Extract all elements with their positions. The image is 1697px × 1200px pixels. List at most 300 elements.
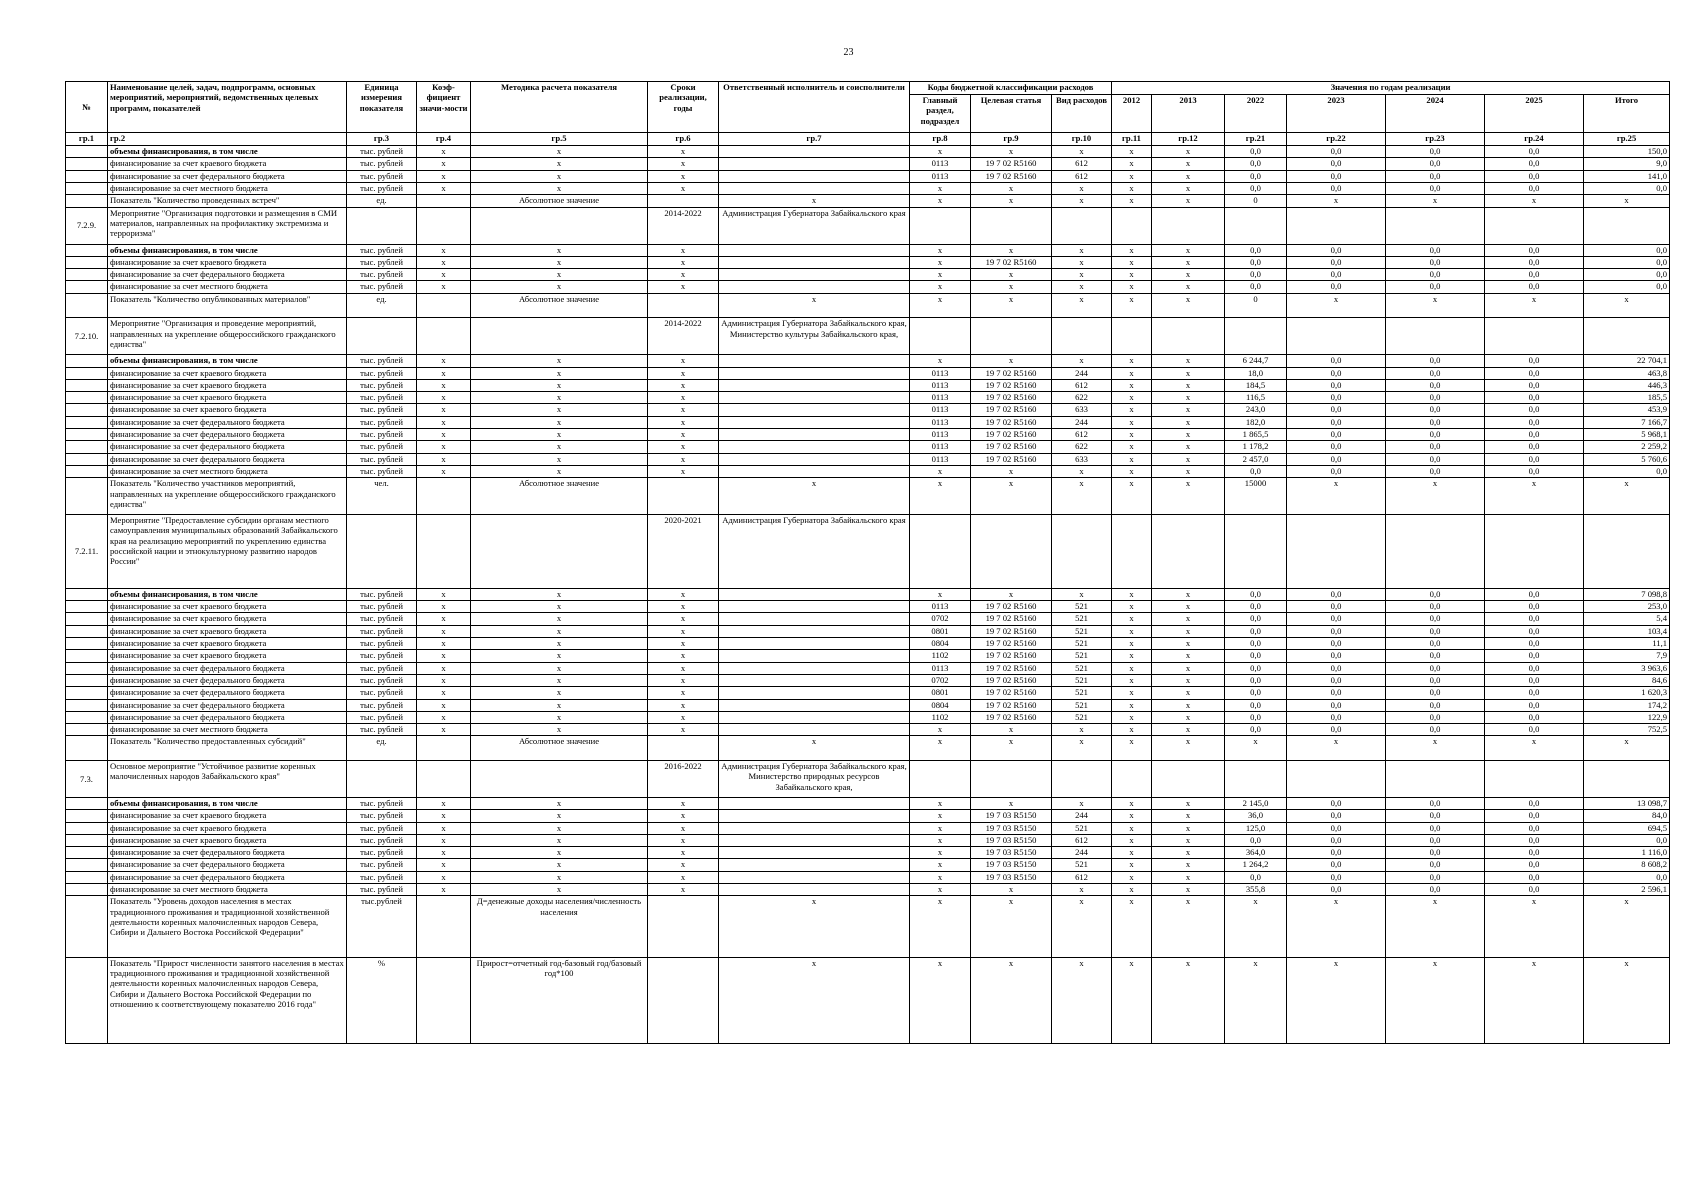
col-header-year: 2025 [1485, 95, 1584, 133]
row-coef [417, 896, 471, 958]
activity-row [66, 207, 1670, 244]
row-value: 0,0 [1584, 256, 1670, 268]
row-coef [417, 515, 471, 589]
row-value-2012: х [1112, 404, 1152, 416]
row-value: 0,0 [1386, 834, 1485, 846]
row-value-2012: х [1112, 957, 1152, 1043]
row-term: х [648, 601, 719, 613]
indicator-row [66, 478, 1670, 515]
row-unit: ед. [347, 736, 417, 761]
row-unit: тыс. рублей [347, 810, 417, 822]
row-value: 0,0 [1485, 429, 1584, 441]
financing-row [66, 588, 1670, 600]
row-number [66, 379, 108, 391]
row-kbk: 521 [1052, 711, 1112, 723]
row-responsible [719, 158, 910, 170]
row-value: 184,5 [1225, 379, 1287, 391]
row-name: Основное мероприятие "Устойчивое развитие коренных малочисленных народов Забайкальского края" [108, 761, 347, 798]
row-responsible [719, 441, 910, 453]
row-value: 0,0 [1287, 625, 1386, 637]
row-method: х [471, 871, 648, 883]
row-kbk: 19 7 03 R5150 [971, 810, 1052, 822]
row-value-2012: х [1112, 146, 1152, 158]
row-coef: х [417, 453, 471, 465]
row-name: финансирование за счет краевого бюджета [108, 810, 347, 822]
row-coef: х [417, 441, 471, 453]
financing-row [66, 810, 1670, 822]
col-header-year: 2022 [1225, 95, 1287, 133]
row-value: 0,0 [1225, 465, 1287, 477]
row-value: х [1485, 896, 1584, 958]
row-kbk: 19 7 02 R5160 [971, 613, 1052, 625]
row-method: х [471, 847, 648, 859]
row-value: 0,0 [1386, 269, 1485, 281]
row-responsible [719, 613, 910, 625]
row-value-2012: х [1112, 736, 1152, 761]
row-value: 0,0 [1287, 687, 1386, 699]
row-value-2013: х [1152, 404, 1225, 416]
row-empty-cell [1485, 318, 1584, 355]
row-value-2012: х [1112, 724, 1152, 736]
row-value: х [1287, 736, 1386, 761]
row-method: х [471, 834, 648, 846]
column-number-cell: гр.10 [1052, 133, 1112, 146]
row-kbk: 19 7 03 R5150 [971, 871, 1052, 883]
row-name: финансирование за счет федерального бюджета [108, 699, 347, 711]
row-responsible [719, 465, 910, 477]
row-kbk: 612 [1052, 379, 1112, 391]
row-kbk: 0702 [910, 674, 971, 686]
row-unit: тыс.рублей [347, 896, 417, 958]
row-method: х [471, 367, 648, 379]
row-coef: х [417, 465, 471, 477]
row-kbk: х [971, 957, 1052, 1043]
row-empty-cell [1287, 207, 1386, 244]
row-method: х [471, 269, 648, 281]
row-number [66, 896, 108, 958]
row-empty-cell [1386, 515, 1485, 589]
col-header-year: 2024 [1386, 95, 1485, 133]
row-term: х [648, 650, 719, 662]
row-value: 0,0 [1485, 158, 1584, 170]
row-value: 0,0 [1386, 453, 1485, 465]
row-value: 0,0 [1485, 416, 1584, 428]
row-value: 2 596,1 [1584, 884, 1670, 896]
row-empty-cell [1225, 761, 1287, 798]
row-value: 0,0 [1386, 797, 1485, 809]
row-term [648, 293, 719, 318]
indicator-row [66, 896, 1670, 958]
row-value-2012: х [1112, 810, 1152, 822]
row-name: финансирование за счет краевого бюджета [108, 158, 347, 170]
row-kbk: 19 7 02 R5160 [971, 453, 1052, 465]
row-value-2013: х [1152, 810, 1225, 822]
row-term: х [648, 699, 719, 711]
row-value: 0,0 [1225, 871, 1287, 883]
row-responsible [719, 416, 910, 428]
column-number-cell: гр.4 [417, 133, 471, 146]
row-kbk: 0113 [910, 441, 971, 453]
row-value: х [1584, 478, 1670, 515]
row-unit: тыс. рублей [347, 465, 417, 477]
row-value-2012: х [1112, 859, 1152, 871]
row-responsible [719, 884, 910, 896]
row-kbk: х [971, 355, 1052, 367]
row-value: х [1287, 896, 1386, 958]
row-kbk: х [1052, 195, 1112, 207]
row-empty-cell [1485, 761, 1584, 798]
row-method: х [471, 613, 648, 625]
activity-row [66, 761, 1670, 798]
row-term: х [648, 810, 719, 822]
row-empty-cell [1386, 318, 1485, 355]
row-value: 0,0 [1386, 367, 1485, 379]
financing-row [66, 256, 1670, 268]
row-kbk: 0804 [910, 699, 971, 711]
row-value: 0,0 [1485, 884, 1584, 896]
row-value: 0,0 [1485, 244, 1584, 256]
row-empty-cell [971, 761, 1052, 798]
row-value: 0,0 [1287, 441, 1386, 453]
row-unit: тыс. рублей [347, 392, 417, 404]
financing-row [66, 699, 1670, 711]
row-value: 0,0 [1386, 256, 1485, 268]
row-value: 0,0 [1386, 687, 1485, 699]
row-responsible: х [719, 736, 910, 761]
row-value: 6 244,7 [1225, 355, 1287, 367]
financing-row [66, 638, 1670, 650]
row-empty-cell [1052, 318, 1112, 355]
col-header-year: 2012 [1112, 95, 1152, 133]
row-unit: тыс. рублей [347, 834, 417, 846]
row-responsible [719, 170, 910, 182]
row-value: 0,0 [1287, 613, 1386, 625]
row-kbk: 521 [1052, 674, 1112, 686]
row-value: 182,0 [1225, 416, 1287, 428]
row-kbk: х [971, 465, 1052, 477]
row-responsible [719, 674, 910, 686]
row-empty-cell [1225, 515, 1287, 589]
row-kbk: 244 [1052, 810, 1112, 822]
row-unit: тыс. рублей [347, 884, 417, 896]
row-kbk: х [910, 834, 971, 846]
row-value: 0,0 [1485, 662, 1584, 674]
row-responsible [719, 638, 910, 650]
row-value-2013: х [1152, 834, 1225, 846]
row-unit: чел. [347, 478, 417, 515]
row-value: 0,0 [1225, 256, 1287, 268]
row-term: х [648, 281, 719, 293]
row-coef: х [417, 244, 471, 256]
row-coef [417, 195, 471, 207]
row-value: 0,0 [1386, 429, 1485, 441]
row-method: х [471, 797, 648, 809]
row-value: 0,0 [1225, 699, 1287, 711]
row-unit: тыс. рублей [347, 797, 417, 809]
financing-row [66, 650, 1670, 662]
financing-row [66, 465, 1670, 477]
row-term: х [648, 847, 719, 859]
row-name: финансирование за счет федерального бюджета [108, 662, 347, 674]
row-value: 7 098,8 [1584, 588, 1670, 600]
row-kbk: 612 [1052, 871, 1112, 883]
row-coef: х [417, 392, 471, 404]
row-value: 15000 [1225, 478, 1287, 515]
row-value: 0,0 [1386, 441, 1485, 453]
row-number [66, 699, 108, 711]
row-value: 0,0 [1287, 158, 1386, 170]
row-value: 0,0 [1287, 453, 1386, 465]
row-name: финансирование за счет краевого бюджета [108, 256, 347, 268]
row-value: 0,0 [1225, 170, 1287, 182]
row-value: 0,0 [1386, 158, 1485, 170]
row-responsible [719, 871, 910, 883]
row-value: 2 457,0 [1225, 453, 1287, 465]
row-responsible [719, 244, 910, 256]
row-value: 0,0 [1485, 367, 1584, 379]
row-kbk: 19 7 02 R5160 [971, 687, 1052, 699]
row-number [66, 871, 108, 883]
row-value: 0,0 [1225, 650, 1287, 662]
row-value: х [1287, 195, 1386, 207]
row-name: финансирование за счет краевого бюджета [108, 625, 347, 637]
row-coef: х [417, 859, 471, 871]
row-name: финансирование за счет федерального бюджета [108, 170, 347, 182]
row-kbk: 0113 [910, 158, 971, 170]
row-number [66, 847, 108, 859]
row-name: финансирование за счет федерального бюджета [108, 871, 347, 883]
row-term [648, 957, 719, 1043]
row-coef: х [417, 183, 471, 195]
row-kbk: х [910, 588, 971, 600]
col-header-values: Значения по годам реализации [1112, 82, 1670, 95]
row-coef: х [417, 355, 471, 367]
row-number [66, 416, 108, 428]
row-coef: х [417, 884, 471, 896]
row-value: 18,0 [1225, 367, 1287, 379]
row-kbk: х [1052, 724, 1112, 736]
row-coef: х [417, 256, 471, 268]
row-method: х [471, 183, 648, 195]
row-value: 0,0 [1584, 871, 1670, 883]
row-number [66, 183, 108, 195]
row-number [66, 588, 108, 600]
row-number [66, 711, 108, 723]
row-value: 0,0 [1386, 404, 1485, 416]
row-value: 0,0 [1225, 146, 1287, 158]
row-kbk: х [1052, 281, 1112, 293]
row-empty-cell [910, 761, 971, 798]
row-kbk: х [971, 281, 1052, 293]
row-value-2012: х [1112, 392, 1152, 404]
row-value: 1 865,5 [1225, 429, 1287, 441]
row-kbk: х [971, 195, 1052, 207]
row-value-2013: х [1152, 724, 1225, 736]
row-value: 0,0 [1287, 367, 1386, 379]
row-unit: тыс. рублей [347, 355, 417, 367]
row-value: 0,0 [1485, 687, 1584, 699]
row-kbk: 0804 [910, 638, 971, 650]
row-unit: тыс. рублей [347, 588, 417, 600]
row-coef [417, 293, 471, 318]
row-value-2012: х [1112, 822, 1152, 834]
row-method: х [471, 810, 648, 822]
row-value: 0,0 [1287, 810, 1386, 822]
financing-row [66, 404, 1670, 416]
row-number [66, 146, 108, 158]
row-kbk: 19 7 02 R5160 [971, 650, 1052, 662]
col-header-method: Методика расчета показателя [471, 82, 648, 133]
row-kbk: 0113 [910, 367, 971, 379]
row-kbk: х [971, 588, 1052, 600]
row-coef: х [417, 613, 471, 625]
row-number [66, 834, 108, 846]
col-header-year: 2023 [1287, 95, 1386, 133]
row-kbk: х [1052, 797, 1112, 809]
col-header-name: Наименование целей, задач, подпрограмм, основных мероприятий, мероприятий, ведомственных целевых программ, показателей [108, 82, 347, 133]
row-term: х [648, 183, 719, 195]
row-value: 0,0 [1287, 871, 1386, 883]
row-kbk: 0702 [910, 613, 971, 625]
row-value: 0,0 [1287, 822, 1386, 834]
row-value-2013: х [1152, 244, 1225, 256]
financing-row [66, 662, 1670, 674]
row-value-2013: х [1152, 822, 1225, 834]
financing-row [66, 797, 1670, 809]
row-name: финансирование за счет федерального бюджета [108, 453, 347, 465]
row-kbk: 19 7 02 R5160 [971, 158, 1052, 170]
row-term: х [648, 613, 719, 625]
row-coef: х [417, 379, 471, 391]
row-responsible [719, 429, 910, 441]
row-coef: х [417, 699, 471, 711]
row-kbk: х [910, 896, 971, 958]
row-empty-cell [1112, 761, 1152, 798]
row-method: х [471, 158, 648, 170]
row-value-2012: х [1112, 613, 1152, 625]
row-coef: х [417, 638, 471, 650]
row-name: Показатель "Количество проведенных встреч" [108, 195, 347, 207]
row-term: х [648, 859, 719, 871]
row-value-2012: х [1112, 429, 1152, 441]
row-kbk: х [1052, 293, 1112, 318]
row-responsible [719, 810, 910, 822]
financing-row [66, 441, 1670, 453]
row-number [66, 429, 108, 441]
row-term: х [648, 711, 719, 723]
row-method: х [471, 638, 648, 650]
row-value: 174,2 [1584, 699, 1670, 711]
row-value: 0,0 [1386, 810, 1485, 822]
row-value: 0,0 [1287, 269, 1386, 281]
row-number [66, 453, 108, 465]
row-kbk: 0113 [910, 429, 971, 441]
financing-row [66, 613, 1670, 625]
row-number [66, 244, 108, 256]
row-value: х [1485, 195, 1584, 207]
row-term: х [648, 822, 719, 834]
row-value: х [1386, 195, 1485, 207]
row-value: 0,0 [1287, 146, 1386, 158]
row-value-2013: х [1152, 355, 1225, 367]
program-table [65, 81, 1670, 1044]
row-value: 0,0 [1584, 281, 1670, 293]
row-value: 0 [1225, 195, 1287, 207]
row-kbk: х [1052, 355, 1112, 367]
row-kbk: х [910, 478, 971, 515]
row-value: х [1485, 736, 1584, 761]
row-value: 0,0 [1485, 822, 1584, 834]
financing-row [66, 281, 1670, 293]
financing-row [66, 834, 1670, 846]
row-value: 0,0 [1287, 724, 1386, 736]
column-number-cell: гр.5 [471, 133, 648, 146]
row-number [66, 662, 108, 674]
row-value-2013: х [1152, 736, 1225, 761]
row-empty-cell [1112, 207, 1152, 244]
indicator-row [66, 293, 1670, 318]
row-responsible: х [719, 195, 910, 207]
row-empty-cell [1152, 515, 1225, 589]
row-value-2012: х [1112, 834, 1152, 846]
row-term: х [648, 269, 719, 281]
row-value: 0,0 [1287, 638, 1386, 650]
row-empty-cell [1386, 207, 1485, 244]
row-unit [347, 515, 417, 589]
row-unit: ед. [347, 293, 417, 318]
row-kbk: 521 [1052, 650, 1112, 662]
row-value: 0,0 [1287, 601, 1386, 613]
row-value: 0,0 [1386, 847, 1485, 859]
row-number [66, 687, 108, 699]
row-name: финансирование за счет краевого бюджета [108, 822, 347, 834]
row-value: 0,0 [1287, 429, 1386, 441]
row-name: финансирование за счет федерального бюджета [108, 859, 347, 871]
row-value-2012: х [1112, 244, 1152, 256]
column-number-cell: гр.21 [1225, 133, 1287, 146]
row-value: 7,9 [1584, 650, 1670, 662]
row-value: 0,0 [1485, 601, 1584, 613]
row-empty-cell [1287, 761, 1386, 798]
row-coef: х [417, 810, 471, 822]
row-responsible: х [719, 478, 910, 515]
row-kbk: х [1052, 896, 1112, 958]
row-kbk: 19 7 02 R5160 [971, 379, 1052, 391]
row-value: 0,0 [1485, 847, 1584, 859]
row-unit: тыс. рублей [347, 404, 417, 416]
row-responsible [719, 355, 910, 367]
row-unit: тыс. рублей [347, 429, 417, 441]
row-value: х [1287, 957, 1386, 1043]
row-kbk: х [910, 884, 971, 896]
row-value-2012: х [1112, 797, 1152, 809]
row-value: х [1225, 896, 1287, 958]
row-kbk: х [910, 822, 971, 834]
row-term [648, 736, 719, 761]
row-value-2012: х [1112, 588, 1152, 600]
row-value: 0,0 [1287, 281, 1386, 293]
row-name: объемы финансирования, в том числе [108, 797, 347, 809]
row-method: х [471, 244, 648, 256]
column-number-cell: гр.25 [1584, 133, 1670, 146]
row-value-2013: х [1152, 957, 1225, 1043]
row-value: 3 963,6 [1584, 662, 1670, 674]
row-responsible [719, 379, 910, 391]
row-method: х [471, 601, 648, 613]
row-kbk: 19 7 02 R5160 [971, 170, 1052, 182]
financing-row [66, 674, 1670, 686]
row-term: 2020-2021 [648, 515, 719, 589]
